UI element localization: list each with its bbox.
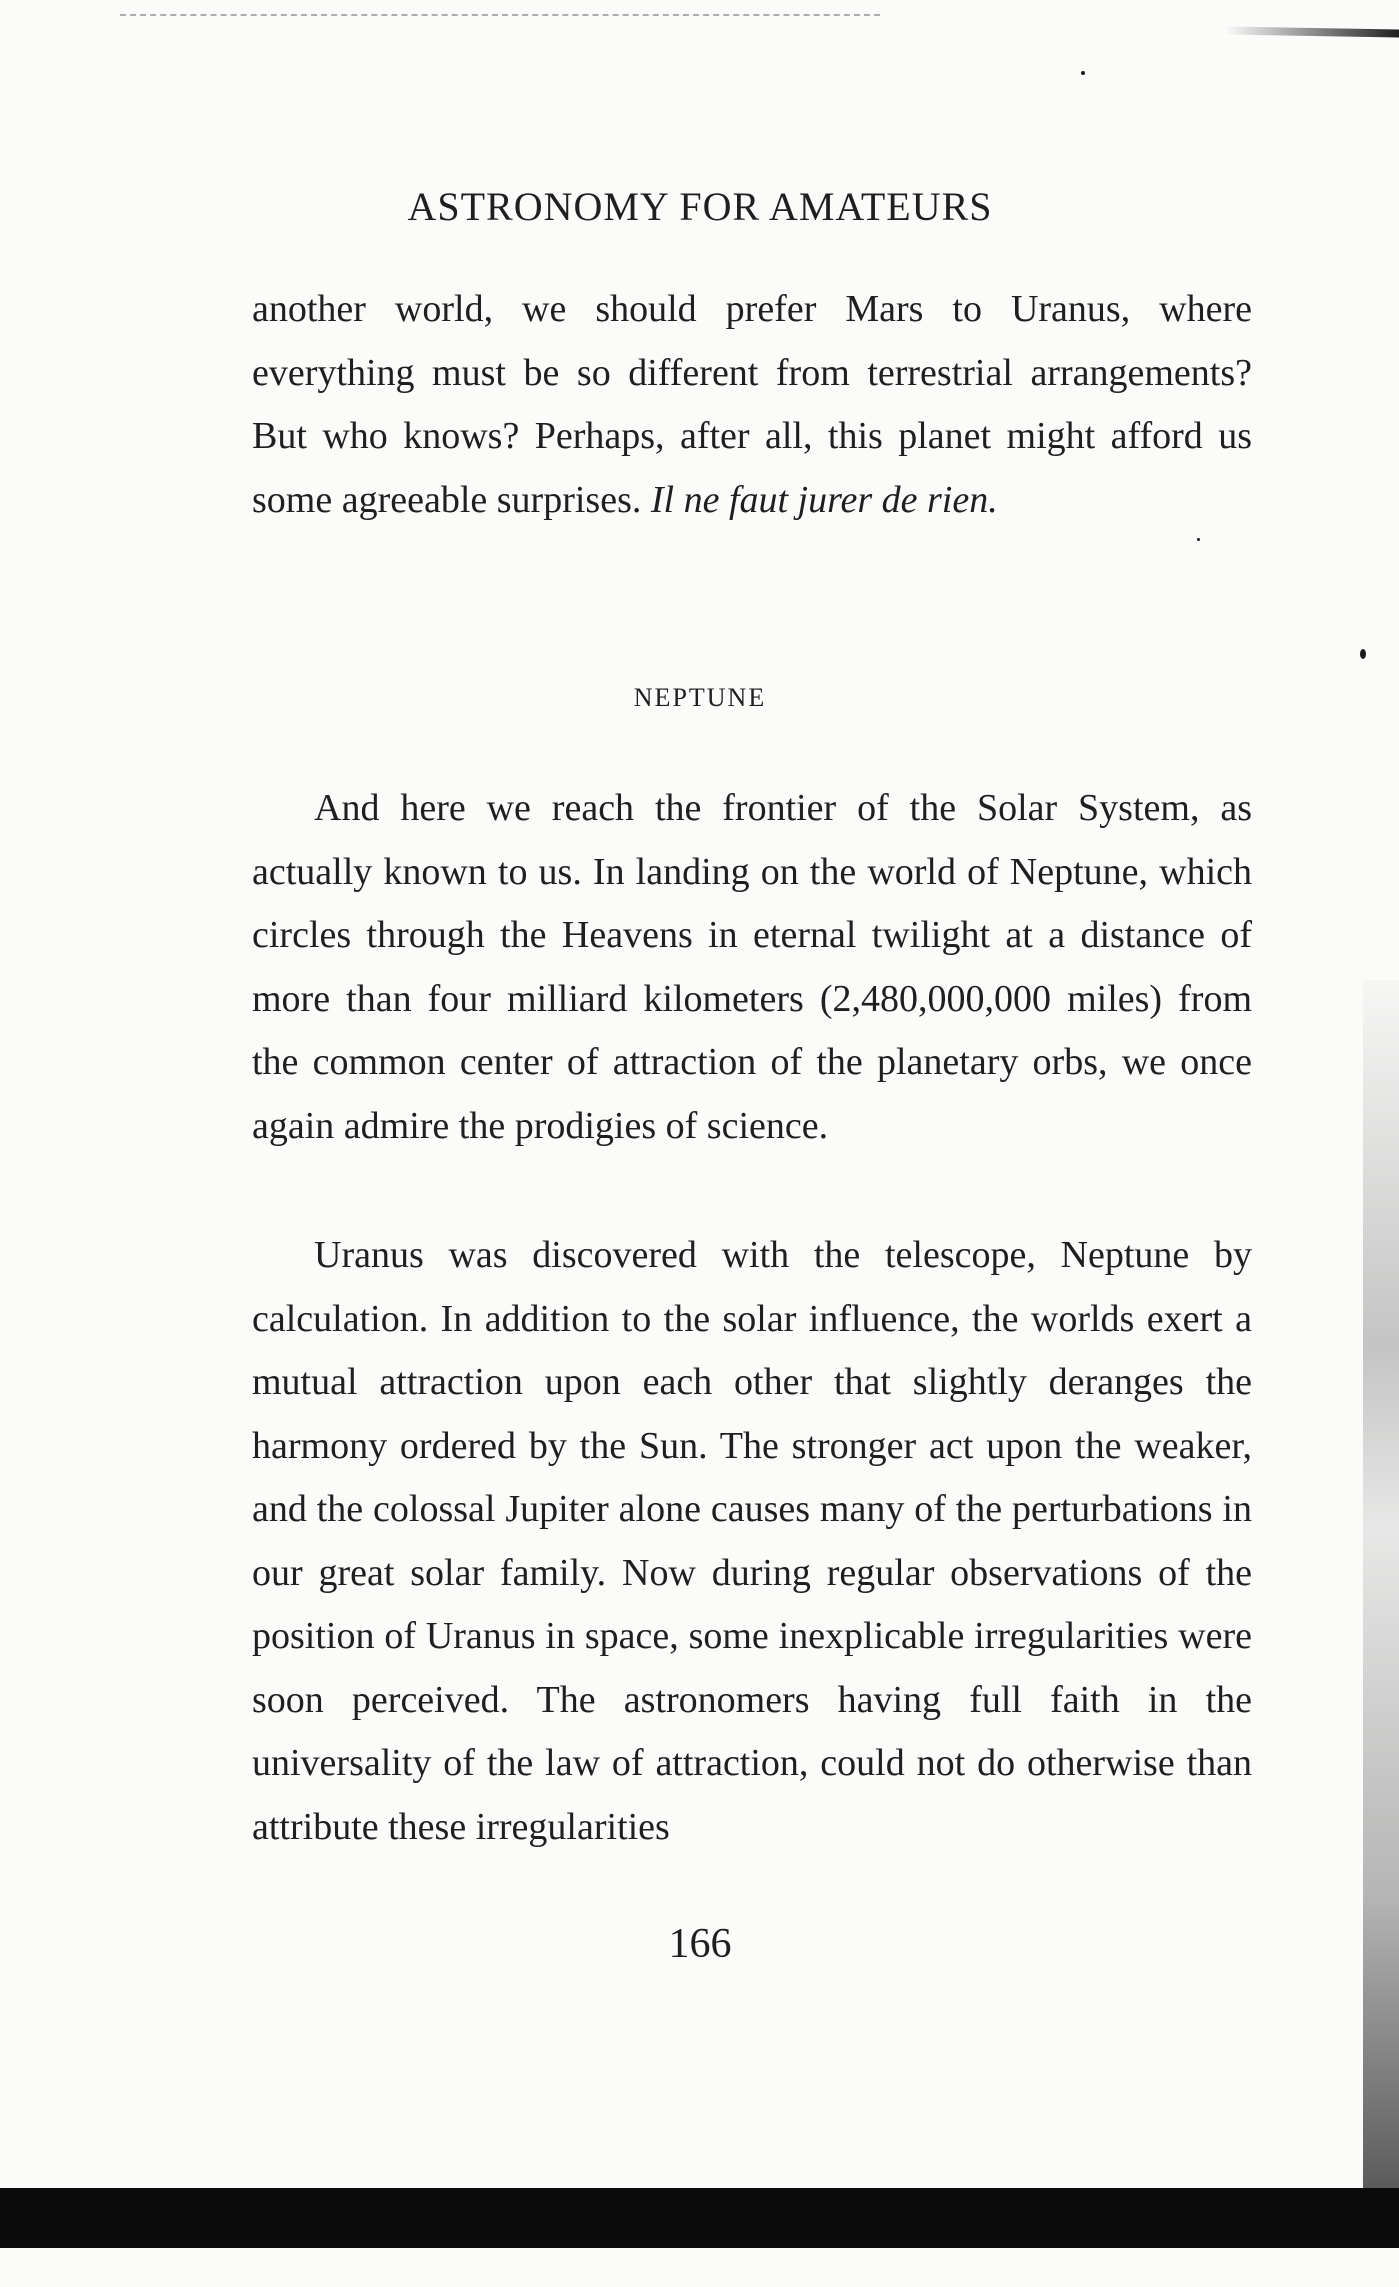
paragraph-neptune-intro: And here we reach the frontier of the Solar System, as actually known to us. In landing on the world of Neptune, which circles through the Heavens in eternal twilight at a distance of more than four milliard kilometers (2,480,000,000 miles) from the common center of attraction of the planetary orbs, we once again admire the prodigies of science. [252,787,1252,1147]
running-head: ASTRONOMY FOR AMATEURS [407,184,993,229]
binding-shadow [1363,980,1399,2200]
top-rule [120,14,880,16]
paragraph-continued-text: another world, we should prefer Mars to Uranus, where everything must be so different from terrestrial arrangements? But who knows? Perhaps, after all, this planet might afford us some agreeable surprises. [252,288,1252,521]
section-heading: NEPTUNE [633,683,767,712]
speck [1197,538,1200,541]
page-number: 166 [668,1921,732,1967]
bottom-scan-band [0,2188,1399,2248]
paragraph-continued [252,278,1252,532]
paragraph-continued-italic: Il ne faut jurer de rien. [650,478,998,521]
top-edge-shadow [1225,26,1399,37]
speck [1081,71,1085,75]
speck [1360,649,1366,659]
paragraph-uranus-neptune: Uranus was discovered with the telescope, Neptune by calculation. In addition to the solar influence, the worlds exert a mutual attraction upon each other that slightly deranges the harmony ordered by the Sun. The stronger act upon the weaker, and the colossal Jupiter alone causes many of the perturbations in our great solar family. Now during regular observations of the position of Uranus in space, some inexplicable irregularities were soon perceived. The astronomers having full faith in the universality of the law of attraction, could not do otherwise than attribute these irregularities [252,1234,1252,1848]
